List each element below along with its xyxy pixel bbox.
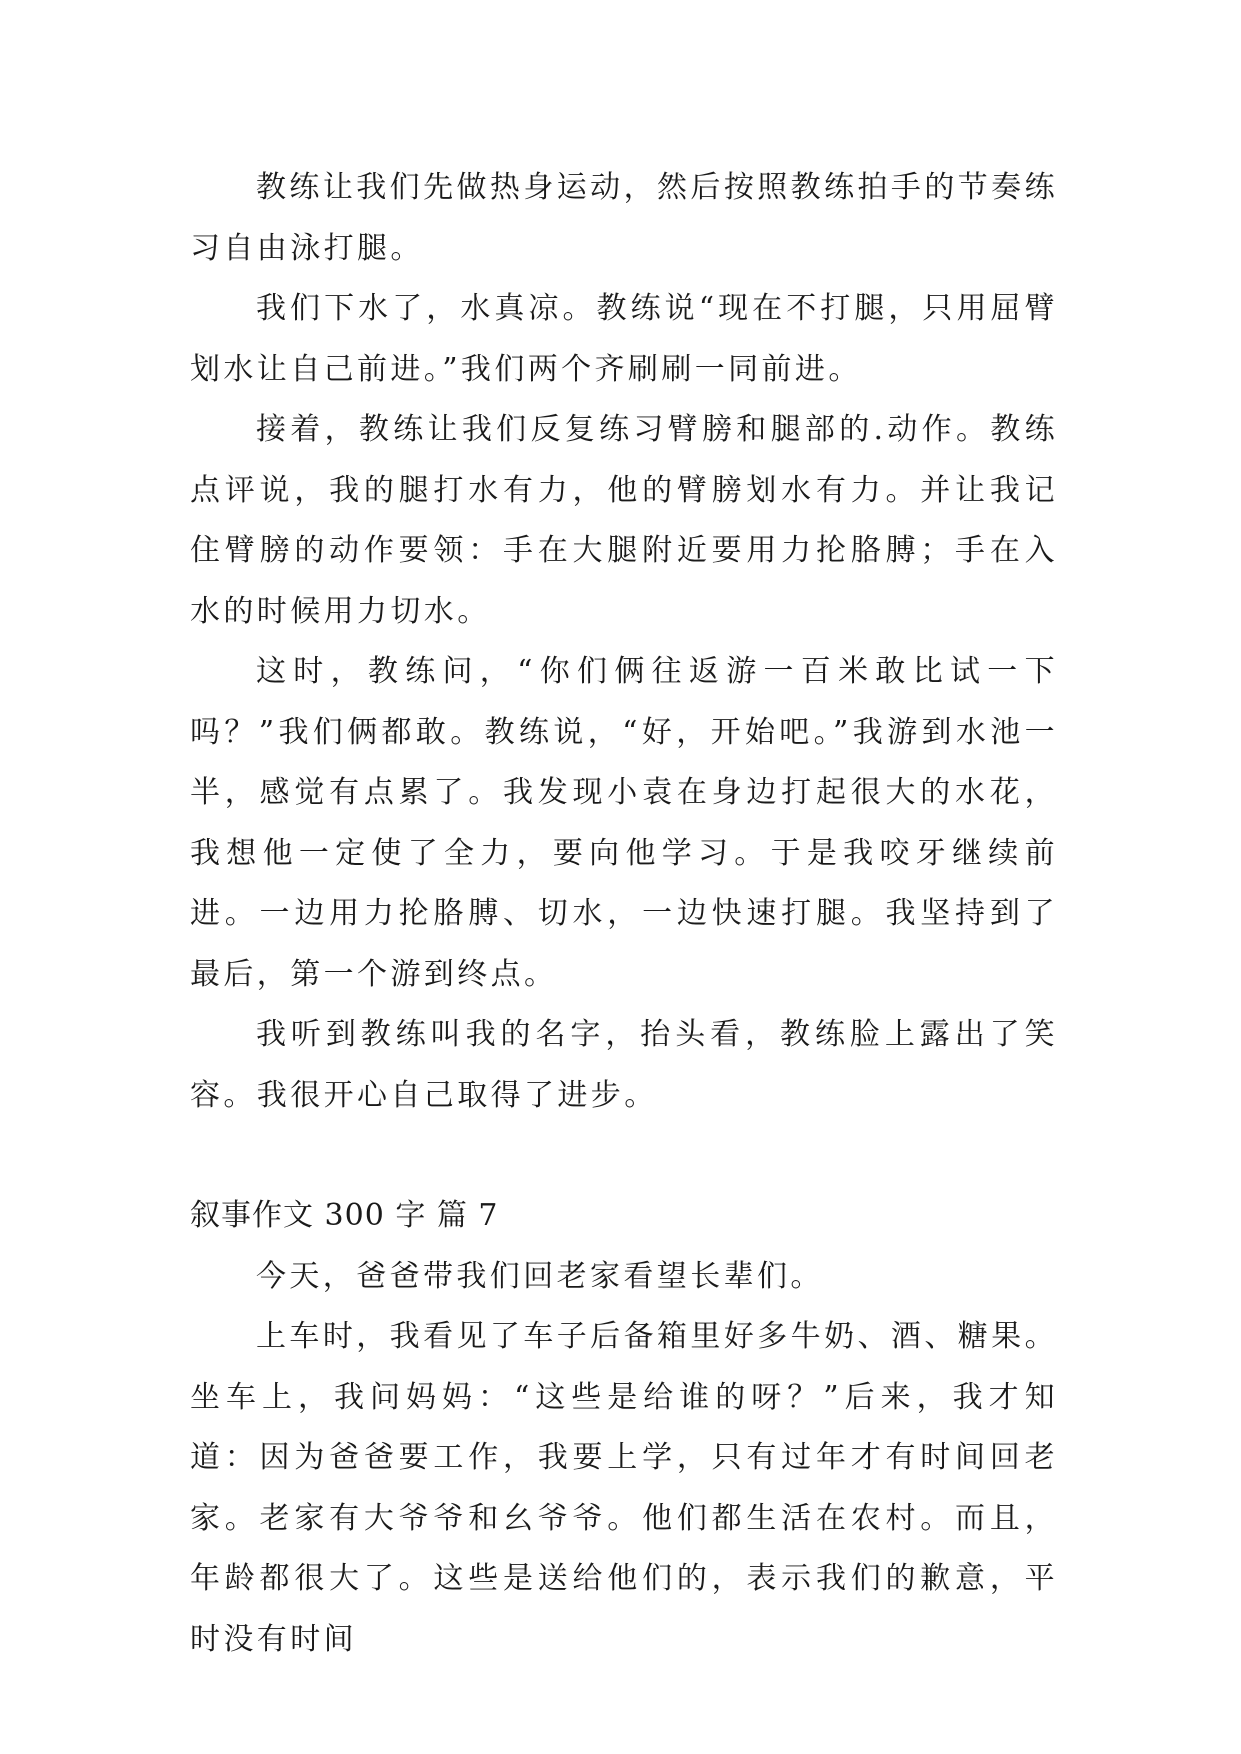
paragraph-race: 这时，教练问，“你们俩往返游一百米敢比试一下吗？”我们俩都敢。教练说，“好，开始吧。”我游到水池一半，感觉有点累了。我发现小袁在身边打起很大的水花，我想他一定使了全力，要向他学习。于是我咬牙继续前进。一边用力抡胳膊、切水，一边快速打腿。我坚持到了最后，第一个游到终点。 (190, 654, 1058, 992)
paragraph-warmup: 教练让我们先做热身运动，然后按照教练拍手的节奏练习自由泳打腿。 (190, 170, 1058, 266)
document-page (190, 158, 1058, 1670)
section-heading: 叙事作文 300 字 篇 7 (190, 1198, 499, 1233)
paragraph-progress: 我听到教练叫我的名字，抬头看，教练脸上露出了笑容。我很开心自己取得了进步。 (190, 1017, 1058, 1113)
paragraph-gifts: 上车时，我看见了车子后备箱里好多牛奶、酒、糖果。坐车上，我问妈妈：“这些是给谁的呀？”后来，我才知道：因为爸爸要工作，我要上学，只有过年才有时间回老家。老家有大爷爷和幺爷爷。他们都生活在农村。而且，年龄都很大了。这些是送给他们的，表示我们的歉意，平时没有时间 (190, 1319, 1058, 1657)
paragraph-practice: 接着，教练让我们反复练习臂膀和腿部的.动作。教练点评说，我的腿打水有力，他的臂膀划水有力。并让我记住臂膀的动作要领：手在大腿附近要用力抡胳膊；手在入水的时候用力切水。 (190, 412, 1058, 629)
paragraph-visit-home: 今天，爸爸带我们回老家看望长辈们。 (256, 1258, 824, 1294)
paragraph-enter-water: 我们下水了，水真凉。教练说“现在不打腿，只用屈臂划水让自己前进。”我们两个齐刷刷一同前进。 (190, 291, 1058, 387)
